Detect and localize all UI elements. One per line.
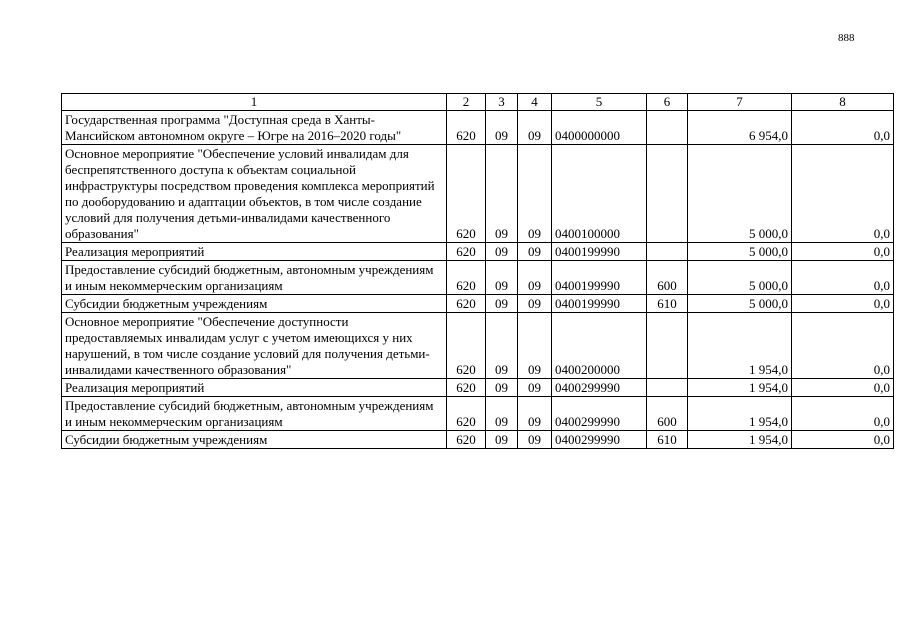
row-pr: 09 [518, 111, 552, 145]
table-row [62, 261, 894, 295]
budget-table [61, 93, 894, 449]
row-ved: 620 [447, 295, 486, 313]
header-row [62, 94, 894, 111]
row-ved: 620 [447, 261, 486, 295]
row-ved: 620 [447, 379, 486, 397]
table-row [62, 431, 894, 449]
row-sum-2: 0,0 [792, 397, 894, 431]
column-header-4: 4 [518, 94, 552, 111]
row-csr: 0400299990 [552, 379, 647, 397]
row-pr: 09 [518, 313, 552, 379]
row-vr [647, 379, 688, 397]
table-row [62, 111, 894, 145]
table-row [62, 145, 894, 243]
row-sum-1: 5 000,0 [688, 243, 792, 261]
row-sum-2: 0,0 [792, 379, 894, 397]
table-row [62, 313, 894, 379]
row-vr [647, 145, 688, 243]
row-csr: 0400199990 [552, 261, 647, 295]
row-ved: 620 [447, 431, 486, 449]
column-header-5: 5 [552, 94, 647, 111]
row-sum-1: 6 954,0 [688, 111, 792, 145]
column-header-6: 6 [647, 94, 688, 111]
row-pr: 09 [518, 295, 552, 313]
row-pr: 09 [518, 379, 552, 397]
column-header-1: 1 [62, 94, 447, 111]
row-sum-1: 1 954,0 [688, 313, 792, 379]
column-header-3: 3 [486, 94, 518, 111]
row-ved: 620 [447, 313, 486, 379]
row-vr: 600 [647, 397, 688, 431]
row-vr: 610 [647, 431, 688, 449]
row-sum-1: 5 000,0 [688, 145, 792, 243]
row-sum-2: 0,0 [792, 313, 894, 379]
table-row [62, 243, 894, 261]
row-pr: 09 [518, 243, 552, 261]
row-name: Реализация мероприятий [62, 243, 447, 261]
row-csr: 0400200000 [552, 313, 647, 379]
row-csr: 0400000000 [552, 111, 647, 145]
row-rz: 09 [486, 397, 518, 431]
row-ved: 620 [447, 145, 486, 243]
row-sum-2: 0,0 [792, 295, 894, 313]
row-sum-1: 1 954,0 [688, 397, 792, 431]
row-name: Государственная программа "Доступная среда в Ханты-Мансийском автономном округе – Югре на 2016–2020 годы" [62, 111, 447, 145]
row-vr [647, 111, 688, 145]
row-vr: 610 [647, 295, 688, 313]
row-vr: 600 [647, 261, 688, 295]
row-csr: 0400100000 [552, 145, 647, 243]
table-row [62, 379, 894, 397]
table-row [62, 295, 894, 313]
row-csr: 0400299990 [552, 397, 647, 431]
row-name: Предоставление субсидий бюджетным, автономным учреждениям и иным некоммерческим организациям [62, 261, 447, 295]
row-csr: 0400299990 [552, 431, 647, 449]
row-sum-2: 0,0 [792, 111, 894, 145]
row-ved: 620 [447, 243, 486, 261]
row-vr [647, 243, 688, 261]
row-name: Реализация мероприятий [62, 379, 447, 397]
row-pr: 09 [518, 145, 552, 243]
row-sum-1: 5 000,0 [688, 295, 792, 313]
column-header-8: 8 [792, 94, 894, 111]
row-vr [647, 313, 688, 379]
row-sum-2: 0,0 [792, 261, 894, 295]
row-pr: 09 [518, 431, 552, 449]
row-sum-2: 0,0 [792, 243, 894, 261]
row-rz: 09 [486, 431, 518, 449]
row-sum-1: 1 954,0 [688, 379, 792, 397]
row-sum-2: 0,0 [792, 431, 894, 449]
row-rz: 09 [486, 111, 518, 145]
row-sum-2: 0,0 [792, 145, 894, 243]
row-rz: 09 [486, 313, 518, 379]
row-sum-1: 5 000,0 [688, 261, 792, 295]
row-ved: 620 [447, 397, 486, 431]
row-csr: 0400199990 [552, 243, 647, 261]
row-rz: 09 [486, 261, 518, 295]
row-sum-1: 1 954,0 [688, 431, 792, 449]
row-name: Субсидии бюджетным учреждениям [62, 295, 447, 313]
row-name: Предоставление субсидий бюджетным, автономным учреждениям и иным некоммерческим организациям [62, 397, 447, 431]
row-pr: 09 [518, 261, 552, 295]
page-number: 888 [838, 32, 855, 44]
row-ved: 620 [447, 111, 486, 145]
row-csr: 0400199990 [552, 295, 647, 313]
column-header-7: 7 [688, 94, 792, 111]
row-rz: 09 [486, 295, 518, 313]
column-header-2: 2 [447, 94, 486, 111]
table-body [62, 111, 894, 449]
row-name: Основное мероприятие "Обеспечение условий инвалидам для беспрепятственного доступа к объектам социальной инфраструктуры посредством проведения комплекса мероприятий по дооборудованию и адаптации объектов, в том числе создание условий для получения детьми-инвалидами качественного образования" [62, 145, 447, 243]
row-name: Основное мероприятие "Обеспечение доступности предоставляемых инвалидам услуг с учетом имеющихся у них нарушений, в том числе создание условий для получения детьми-инвалидами качественного образования" [62, 313, 447, 379]
row-pr: 09 [518, 397, 552, 431]
row-name: Субсидии бюджетным учреждениям [62, 431, 447, 449]
row-rz: 09 [486, 145, 518, 243]
row-rz: 09 [486, 379, 518, 397]
table-header [62, 94, 894, 111]
table-row [62, 397, 894, 431]
row-rz: 09 [486, 243, 518, 261]
